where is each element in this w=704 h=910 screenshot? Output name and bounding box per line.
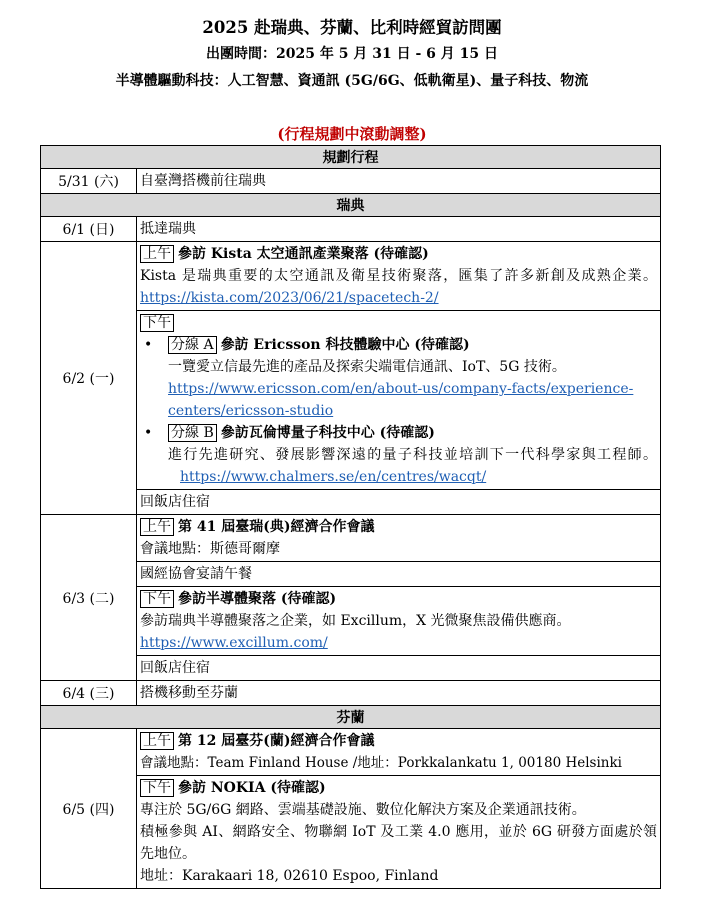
activity-title: 參訪瓦倫博量子科技中心 (待確認) (220, 425, 435, 441)
schedule-note: (行程規劃中滾動調整) (277, 125, 427, 143)
ericsson-link[interactable]: https://www.ericsson.com/en/about-us/company-facts/experience- (168, 381, 634, 397)
section-header-finland: 芬蘭 (41, 706, 661, 729)
plan-header-row (41, 146, 661, 169)
afternoon-block (137, 587, 660, 655)
section-header-sweden: 瑞典 (41, 194, 661, 217)
afternoon-block (137, 776, 660, 888)
excillum-link[interactable]: https://www.excillum.com/ (140, 635, 328, 651)
finland-header-row (41, 706, 661, 729)
lunch-text: 國經協會宴請午餐 (140, 566, 252, 582)
route-b-tag: 分線 B (168, 424, 217, 442)
meeting-place: 會議地點：斯德哥爾摩 (140, 541, 280, 557)
table-row (41, 217, 661, 242)
ericsson-link-cont[interactable]: centers/ericsson-studio (168, 403, 334, 419)
activity-title: 第 12 屆臺芬(蘭)經濟合作會議 (178, 733, 375, 749)
trip-dates: 出團時間：2025 年 5 月 31 日 - 6 月 15 日 (206, 46, 498, 62)
bullet-icon: • (144, 425, 153, 441)
activity-text: 搭機移動至芬蘭 (140, 685, 238, 701)
afternoon-block (137, 311, 660, 489)
morning-block (137, 515, 660, 561)
activity-desc: 進行先進研究、發展影響深遠的量子科技並培訓下一代科學家與工程師。 (168, 447, 657, 463)
page-title: 2025 赴瑞典、芬蘭、比利時經貿訪問團 (202, 18, 502, 37)
activity-text: 抵達瑞典 (140, 221, 196, 237)
bullet-icon: • (144, 337, 153, 353)
date-cell: 6/1 (日) (41, 217, 137, 242)
company-address: 地址：Karakaari 18, 02610 Espoo, Finland (140, 868, 439, 884)
trip-theme: 半導體驅動科技：人工智慧、資通訊 (5G/6G、低軌衛星)、量子科技、物流 (115, 73, 589, 89)
date-cell: 6/5 (四) (41, 729, 137, 889)
kista-link[interactable]: https://kista.com/2023/06/21/spacetech-2/ (140, 290, 439, 306)
morning-tag: 上午 (140, 245, 174, 263)
afternoon-tag: 下午 (140, 779, 174, 797)
date-cell: 6/3 (二) (41, 515, 137, 681)
meeting-place: 會議地點：Team Finland House /地址：Porkkalankatu 1, 00180 Helsinki (140, 755, 622, 771)
itinerary-table (40, 145, 661, 889)
activity-desc: 專注於 5G/6G 網路、雲端基礎設施、數位化解決方案及企業通訊技術。 (140, 802, 586, 818)
date-cell: 5/31 (六) (41, 169, 137, 194)
afternoon-tag: 下午 (140, 590, 174, 608)
chalmers-link[interactable]: https://www.chalmers.se/en/centres/wacqt/ (180, 469, 487, 485)
hotel-text: 回飯店住宿 (140, 494, 210, 510)
activity-title: 第 41 屆臺瑞(典)經濟合作會議 (178, 519, 375, 535)
activity-desc: 一覽愛立信最先進的產品及探索尖端電信通訊、IoT、5G 技術。 (168, 359, 566, 375)
hotel-text: 回飯店住宿 (140, 660, 210, 676)
morning-block (137, 729, 660, 775)
activity-title: 參訪 NOKIA (待確認) (178, 780, 326, 796)
table-row (41, 729, 661, 776)
table-row (41, 515, 661, 562)
section-header-plan: 規劃行程 (41, 146, 661, 169)
date-cell: 6/4 (三) (41, 681, 137, 706)
table-row (41, 169, 661, 194)
activity-text: 自臺灣搭機前往瑞典 (140, 173, 266, 189)
morning-block (137, 242, 660, 310)
sweden-header-row (41, 194, 661, 217)
activity-title: 參訪 Kista 太空通訊產業聚落 (待確認) (178, 246, 429, 262)
activity-title: 參訪半導體聚落 (待確認) (178, 591, 337, 607)
activity-title: 參訪 Ericsson 科技體驗中心 (待確認) (220, 337, 470, 353)
activity-desc: Kista 是瑞典重要的太空通訊及衛星技術聚落，匯集了許多新創及成熟企業。 (140, 268, 657, 284)
morning-tag: 上午 (140, 518, 174, 536)
activity-desc: 參訪瑞典半導體聚落之企業，如 Excillum，X 光微聚焦設備供應商。 (140, 613, 571, 629)
afternoon-tag: 下午 (140, 314, 174, 332)
route-a-tag: 分線 A (168, 336, 217, 354)
table-row (41, 242, 661, 311)
table-row (41, 681, 661, 706)
morning-tag: 上午 (140, 732, 174, 750)
date-cell: 6/2 (一) (41, 242, 137, 515)
activity-desc-2: 積極參與 AI、網路安全、物聯網 IoT 及工業 4.0 應用，並於 6G 研發方面處於領先地位。 (140, 824, 657, 862)
